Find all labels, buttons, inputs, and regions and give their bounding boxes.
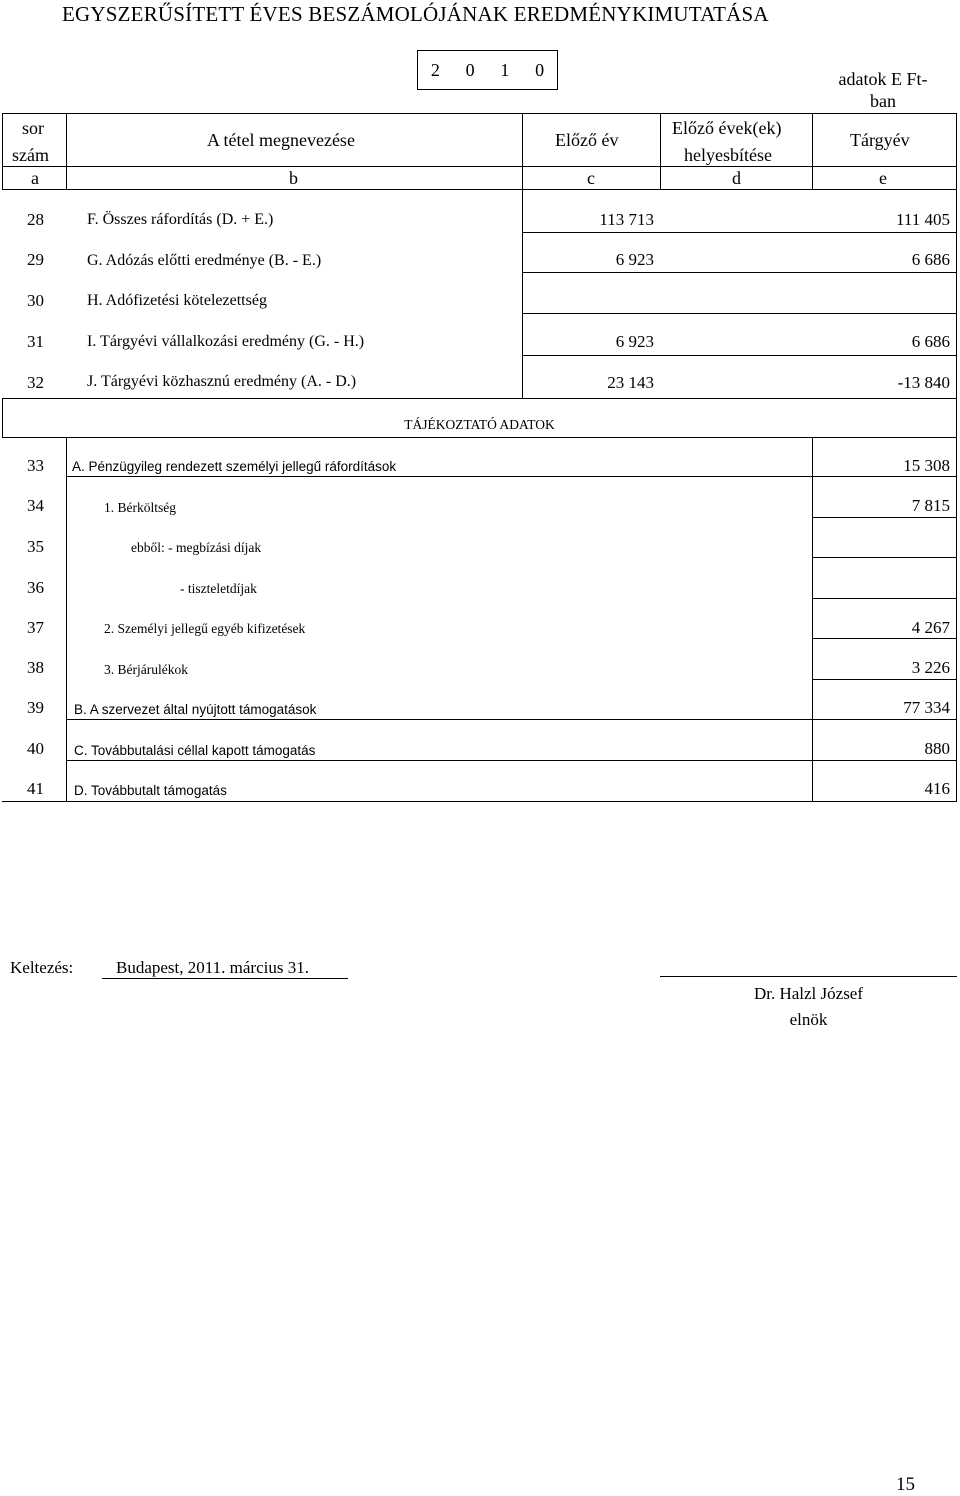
table-border [522, 355, 956, 356]
row-number: 39 [27, 698, 44, 717]
row-label: J. Tárgyévi közhasznú eredmény (A. - D.) [87, 373, 357, 390]
row-number: 38 [27, 658, 44, 677]
prev-value: 6 923 [615, 332, 654, 351]
date-value: Budapest, 2011. március 31. [116, 958, 309, 977]
table-border [66, 437, 67, 802]
table-border [956, 398, 957, 802]
table-border [2, 437, 957, 438]
unit-note-line: adatok E Ft- [838, 69, 928, 89]
header-sor: sor [22, 118, 44, 138]
year-digit: 2 [430, 59, 440, 80]
info-value: 7 815 [911, 496, 950, 515]
row-label: B. A szervezet által nyújtott támogatások [74, 702, 317, 717]
header-adj: Előző évek(ek) [672, 118, 782, 138]
table-border [66, 476, 956, 477]
curr-value: 6 686 [911, 250, 950, 269]
table-border [812, 679, 956, 680]
page-number: 15 [896, 1474, 915, 1495]
curr-value: 111 405 [896, 210, 950, 229]
table-border [522, 313, 956, 314]
date-underline [102, 978, 348, 979]
row-label: ebből: - megbízási díjak [131, 540, 262, 555]
table-border [2, 166, 957, 167]
row-label: H. Adófizetési kötelezettség [87, 292, 267, 309]
table-border [2, 189, 957, 190]
table-border [522, 113, 523, 189]
row-label: - tiszteletdíjak [180, 581, 257, 596]
info-value: 77 334 [903, 698, 950, 717]
prev-value: 113 713 [599, 210, 654, 229]
table-border [812, 113, 813, 189]
table-border [2, 801, 957, 802]
header-letter: a [31, 168, 39, 188]
row-label: C. Továbbutalási céllal kapott támogatás [74, 743, 316, 758]
header-szam: szám [12, 145, 49, 165]
row-label: 2. Személyi jellegű egyéb kifizetések [104, 621, 306, 636]
document-title: EGYSZERŰSÍTETT ÉVES BESZÁMOLÓJÁNAK EREDMÉNYKIMUTATÁSA [62, 2, 769, 26]
row-number: 40 [27, 739, 44, 758]
table-border [812, 638, 956, 639]
row-label: G. Adózás előtti eredménye (B. - E.) [87, 252, 322, 269]
unit-note-line: ban [870, 91, 896, 111]
row-label: 3. Bérjárulékok [104, 662, 188, 677]
header-name: A tétel megnevezése [207, 130, 355, 150]
year-digit: 0 [535, 59, 545, 80]
table-border [522, 232, 956, 233]
row-label: I. Tárgyévi vállalkozási eredmény (G. - H.) [87, 333, 365, 350]
prev-value: 6 923 [615, 250, 654, 269]
date-label: Keltezés: [10, 958, 74, 977]
curr-value: -13 840 [897, 373, 950, 392]
row-label: D. Továbbutalt támogatás [74, 783, 227, 798]
row-number: 41 [27, 779, 44, 798]
row-number: 35 [27, 537, 44, 556]
row-number: 31 [27, 332, 44, 351]
table-border [956, 189, 957, 398]
table-border [2, 113, 3, 189]
table-border [660, 113, 661, 189]
header-letter: b [289, 168, 298, 188]
row-number: 29 [27, 250, 44, 269]
row-label: F. Összes ráfordítás (D. + E.) [87, 211, 274, 228]
curr-value: 6 686 [911, 332, 950, 351]
table-border [66, 719, 956, 720]
info-title: TÁJÉKOZTATÓ ADATOK [404, 417, 555, 432]
row-number: 32 [27, 373, 44, 392]
header-curr: Tárgyév [850, 130, 910, 150]
signature-line [660, 976, 957, 977]
header-letter: d [732, 168, 741, 188]
year-digit: 1 [500, 59, 510, 80]
row-label: 1. Bérköltség [104, 500, 176, 515]
table-border [812, 517, 956, 518]
info-value: 880 [924, 739, 950, 758]
signer-role: elnök [789, 1010, 828, 1029]
header-prev: Előző év [555, 130, 619, 150]
table-border [2, 398, 957, 399]
table-border [812, 557, 956, 558]
info-value: 15 308 [903, 456, 950, 475]
table-border [2, 113, 957, 114]
prev-value: 23 143 [607, 373, 654, 392]
info-value: 3 226 [911, 658, 950, 677]
row-number: 34 [27, 496, 44, 515]
header-adj: helyesbítése [684, 145, 772, 165]
table-border [956, 113, 957, 189]
row-number: 36 [27, 578, 44, 597]
row-number: 28 [27, 210, 44, 229]
unit-note [818, 68, 948, 112]
header-letter: c [587, 168, 595, 188]
header-letter: e [879, 168, 887, 188]
table-border [812, 598, 956, 599]
table-border [66, 113, 67, 189]
table-border [66, 760, 956, 761]
signer-name: Dr. Halzl József [753, 984, 864, 1003]
row-number: 37 [27, 618, 44, 637]
info-value: 4 267 [911, 618, 950, 637]
row-number: 33 [27, 456, 44, 475]
row-number: 30 [27, 291, 44, 310]
year-box [417, 50, 558, 90]
year-digit: 0 [465, 59, 475, 80]
row-label: A. Pénzügyileg rendezett személyi jellegű ráfordítások [72, 459, 397, 474]
table-border [522, 272, 956, 273]
info-value: 416 [924, 779, 950, 798]
